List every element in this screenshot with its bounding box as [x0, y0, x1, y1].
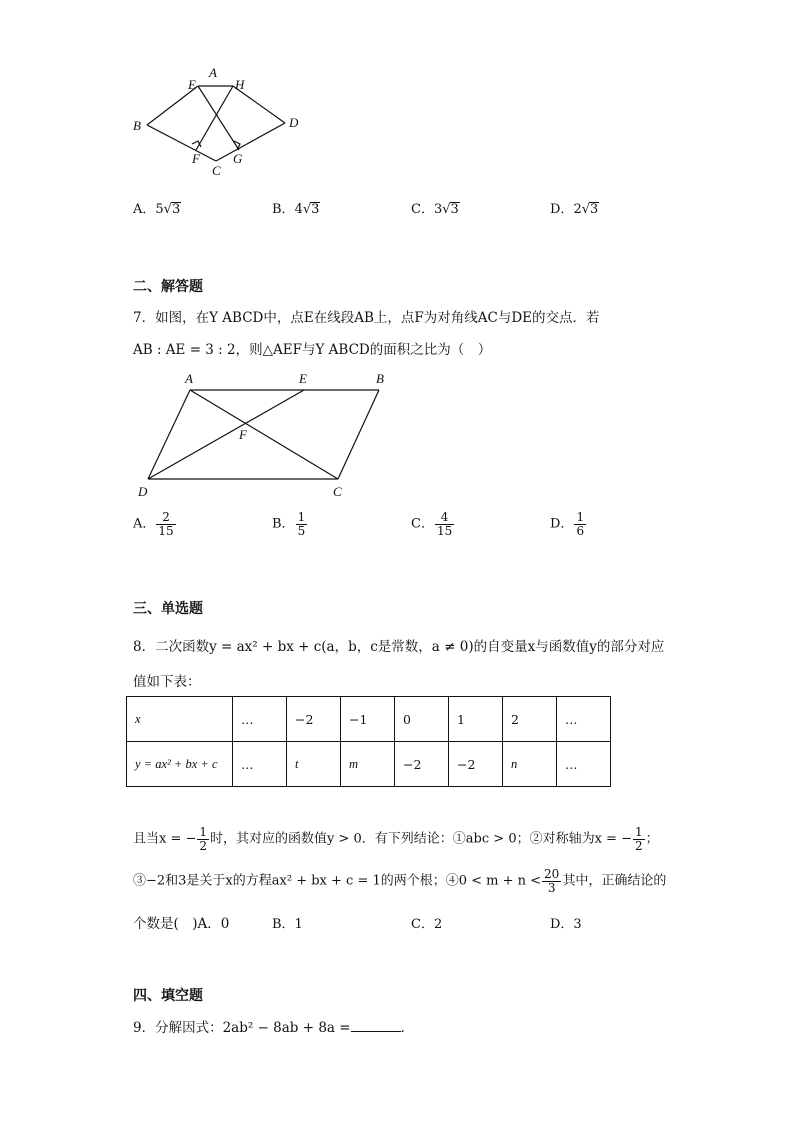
q8-line2: 值如下表：	[133, 674, 201, 690]
q9-line: 9．分解因式：2ab² − 8ab + 8a = ．	[133, 1020, 415, 1036]
q7-line1: 7．如图，在Y ABCD中，点E在线段AB上，点F为对角线AC与DE的交点．若	[133, 310, 600, 326]
table-cell: 0	[395, 697, 449, 742]
table-cell: 1	[449, 697, 503, 742]
label-E: E	[188, 77, 196, 92]
q8-option-a[interactable]: 个数是( )A．0	[133, 916, 230, 932]
q8-option-c[interactable]: C．2	[411, 917, 443, 932]
table-cell: 2	[503, 697, 557, 742]
q6-option-a[interactable]: A．5√3	[133, 202, 181, 217]
q8-conclusions-line: ③−2和3是关于x的方程ax² + bx + c = 1的两个根；④0 < m + n < $\frac{20}{3}$ 其中，正确结论的	[133, 867, 667, 895]
q7-option-c[interactable]: C． $\frac{4}{15}$	[411, 510, 453, 538]
table-cell: −1	[341, 697, 395, 742]
q7-option-b[interactable]: B． $\frac{1}{5}$	[272, 510, 306, 538]
q6-option-c[interactable]: C．3√3	[411, 202, 459, 217]
label-B: B	[133, 118, 141, 133]
table-cell: …	[557, 742, 611, 787]
q8-value-table	[126, 696, 611, 787]
table-cell: n	[503, 742, 557, 787]
label-C: C	[212, 163, 221, 178]
pg-label-A: A	[185, 371, 193, 386]
q8-option-b[interactable]: B．1	[272, 917, 303, 932]
section-heading-2: 二、解答题	[133, 279, 203, 295]
section-heading-3: 三、单选题	[133, 601, 203, 617]
table-cell: −2	[449, 742, 503, 787]
section-heading-4: 四、填空题	[133, 988, 203, 1004]
q7-line2: AB : AE = 3 : 2，则△AEF与Y ABCD的面积之比为（ ）	[133, 342, 492, 358]
label-G: G	[233, 151, 243, 166]
table-cell: −2	[287, 697, 341, 742]
q6-option-d[interactable]: D．2√3	[550, 202, 599, 217]
pg-label-F: F	[239, 427, 247, 442]
label-H: H	[235, 77, 245, 92]
table-row	[127, 742, 611, 787]
q9-answer-blank[interactable]	[351, 1019, 401, 1032]
table-row	[127, 697, 611, 742]
table-cell: …	[233, 742, 287, 787]
label-A: A	[209, 65, 217, 80]
parallelogram-figure	[140, 380, 390, 490]
q8-condition-line: 且当x = − $\frac{1}{2}$ 时，其对应的函数值y > 0．有下列结论：①abc > 0；②对称轴为x = − $\frac{1}{2}$ ；	[133, 825, 659, 853]
q7-option-a[interactable]: A． $\frac{2}{15}$	[133, 510, 174, 538]
pg-label-C: C	[333, 484, 342, 499]
table-cell: x	[127, 697, 233, 742]
q6-option-b[interactable]: B．4√3	[272, 202, 320, 217]
table-cell: t	[287, 742, 341, 787]
label-F: F	[192, 151, 200, 166]
table-cell: −2	[395, 742, 449, 787]
table-cell: m	[341, 742, 395, 787]
pg-label-B: B	[376, 371, 384, 386]
q8-line1: 8．二次函数y = ax² + bx + c(a，b，c是常数，a ≠ 0)的自变量x与函数值y的部分对应	[133, 639, 665, 655]
q7-option-d[interactable]: D． $\frac{1}{6}$	[550, 510, 585, 538]
q8-option-d[interactable]: D．3	[550, 917, 582, 932]
table-cell: …	[557, 697, 611, 742]
label-D: D	[289, 115, 299, 130]
table-cell: …	[233, 697, 287, 742]
pg-label-E: E	[299, 371, 307, 386]
pg-label-D: D	[138, 484, 148, 499]
table-cell: y = ax² + bx + c	[127, 742, 233, 787]
